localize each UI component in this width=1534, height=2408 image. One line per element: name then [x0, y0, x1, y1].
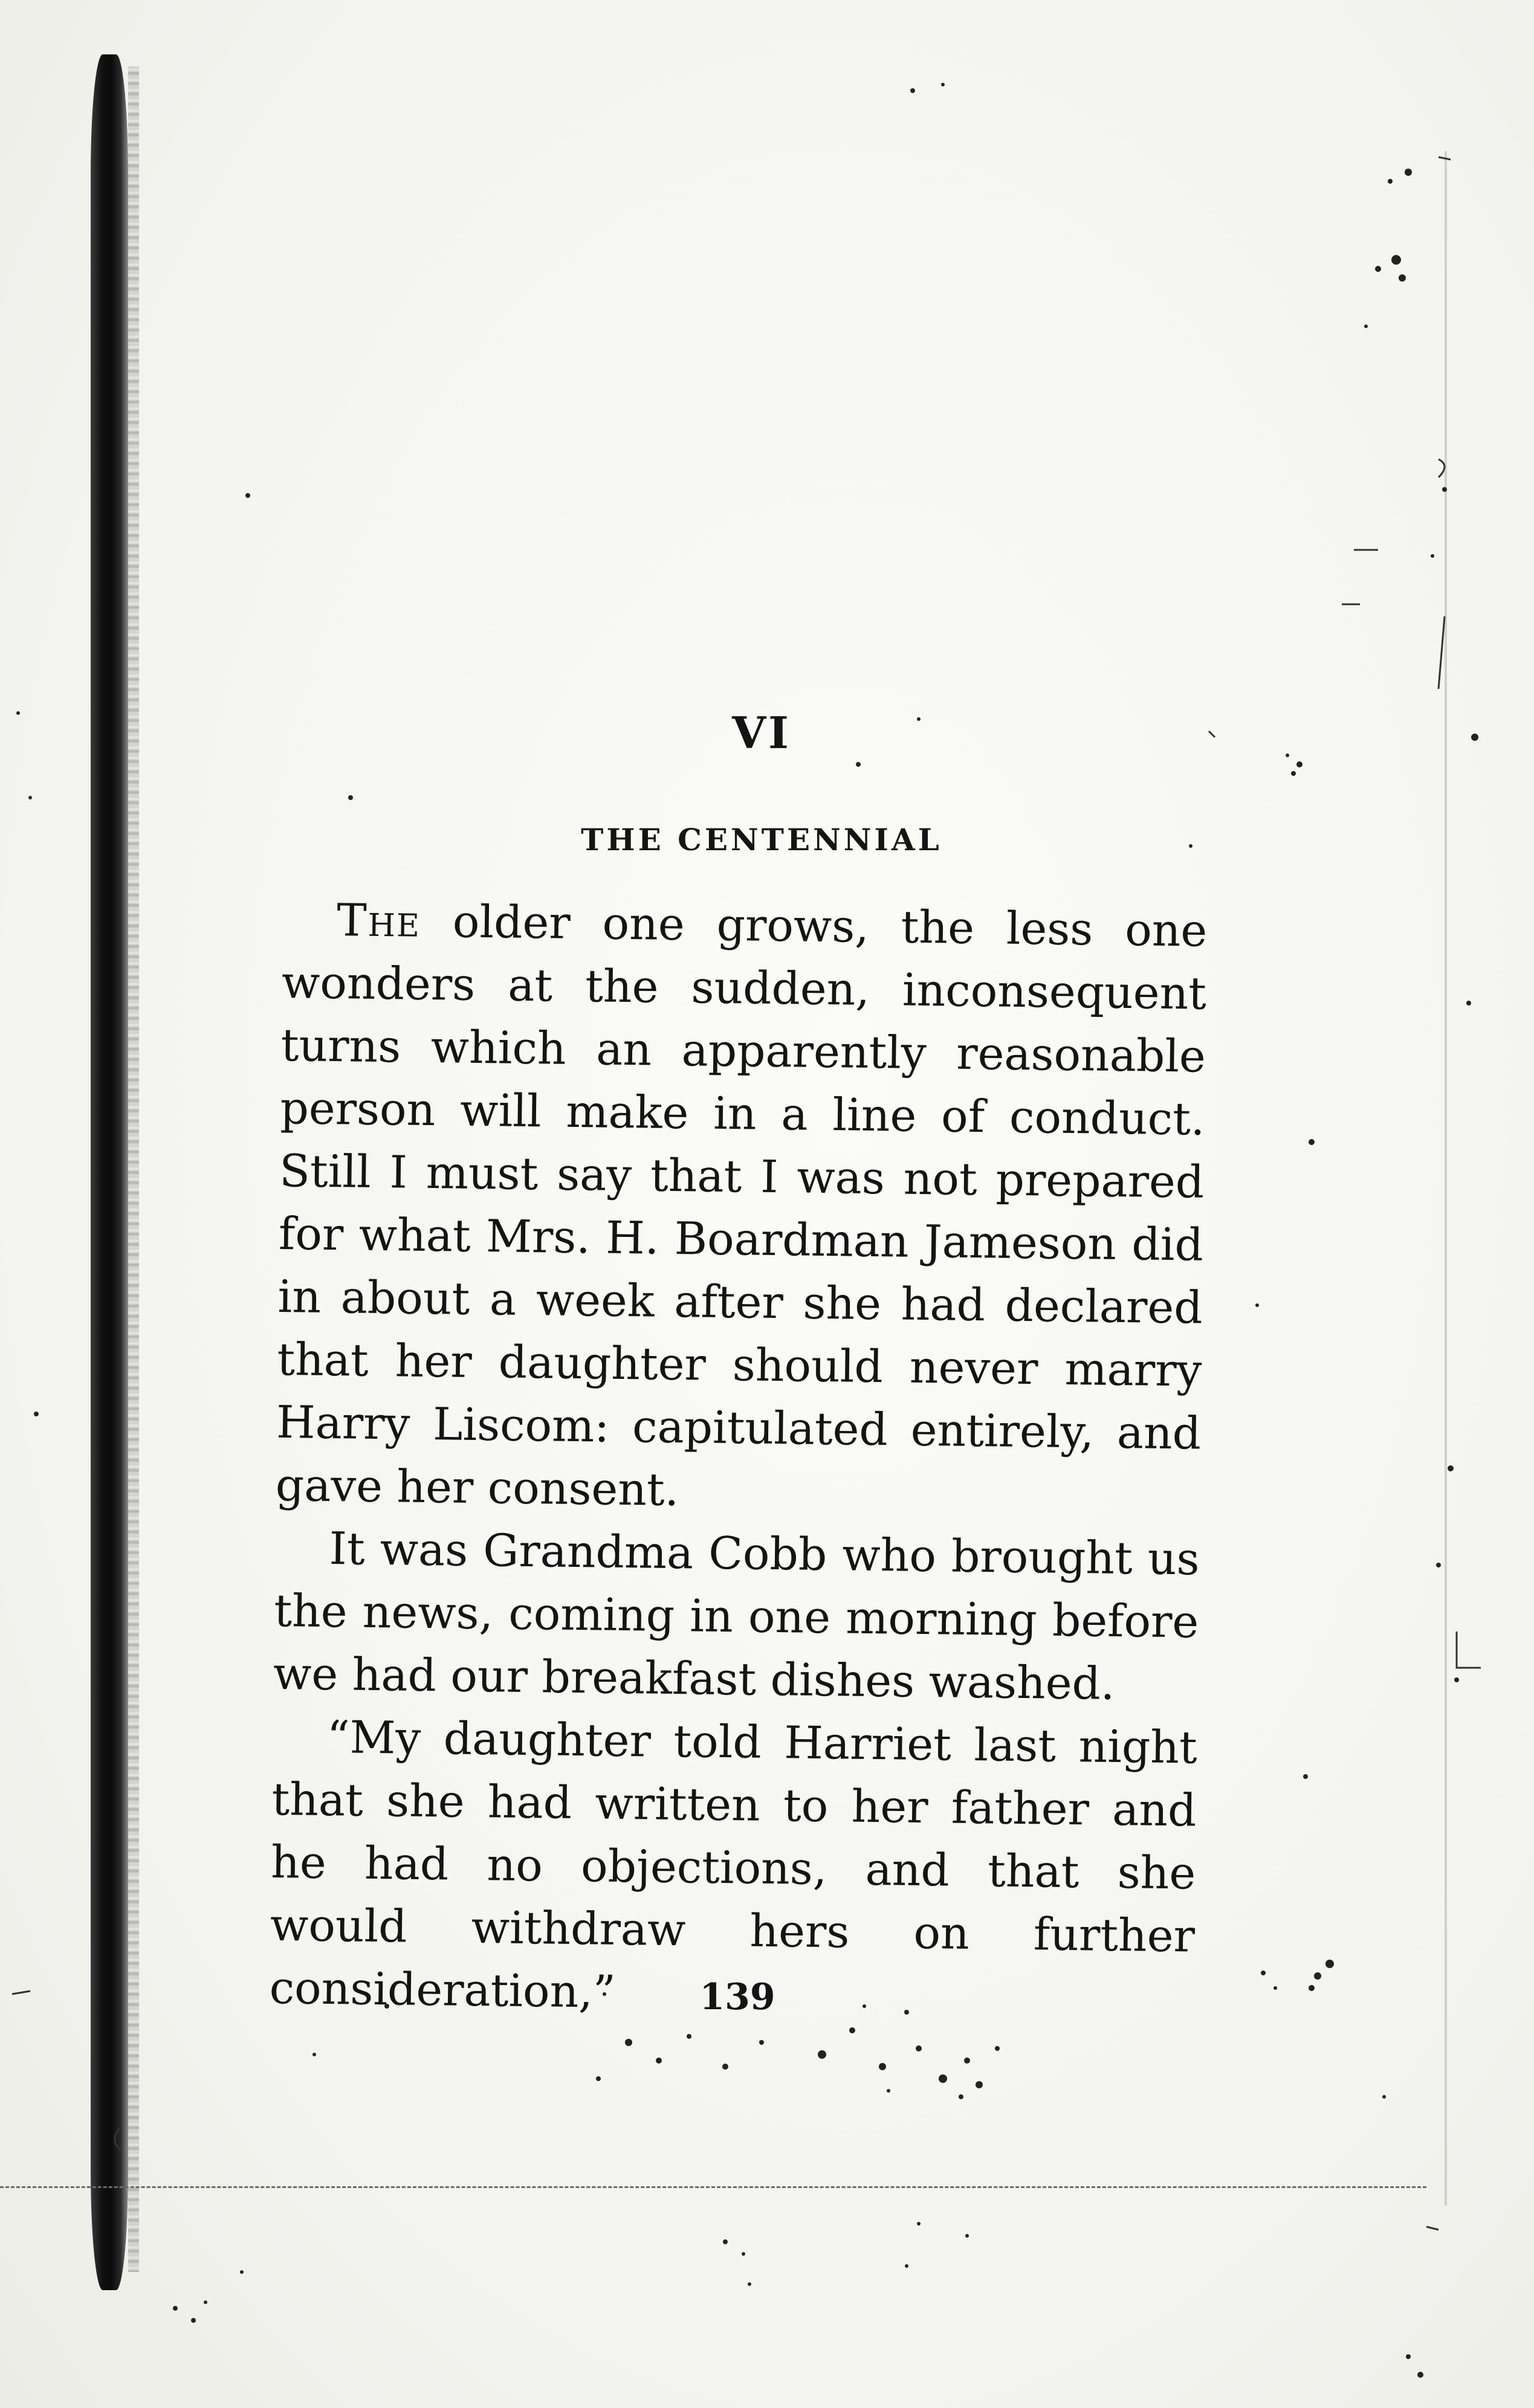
paragraph-lead-word: The — [336, 894, 421, 947]
paragraph-text: older one grows, the less one wonders at the sudden, inconsequent turns which an apparently reasonable person will make in a line of conduct. Still I must say that I was not prepared for what Mrs. H. Boardman Jameson did in about a week after she had declared that her daughter should never marry Harry Liscom: capitulated entirely, and gave her consent. — [275, 895, 1208, 1517]
scan-fold-line — [0, 2186, 1426, 2188]
chapter-number: VI — [732, 707, 791, 758]
chapter-title: THE CENTENNIAL — [581, 822, 942, 857]
paragraph-text: It was Grandma Cobb who brought us the news, coming in one morning before we had our breakfast dishes washed. — [273, 1523, 1200, 1710]
paragraph-2 — [273, 1517, 1200, 1717]
body-text — [269, 888, 1208, 2031]
page-number: 139 — [699, 1976, 775, 2018]
paragraph-1 — [275, 888, 1208, 1528]
paragraph-text: “My daughter told Harriet last night that she had written to her father and he had no objections, and that she would withdraw hers on further consideration,” — [269, 1711, 1198, 2018]
